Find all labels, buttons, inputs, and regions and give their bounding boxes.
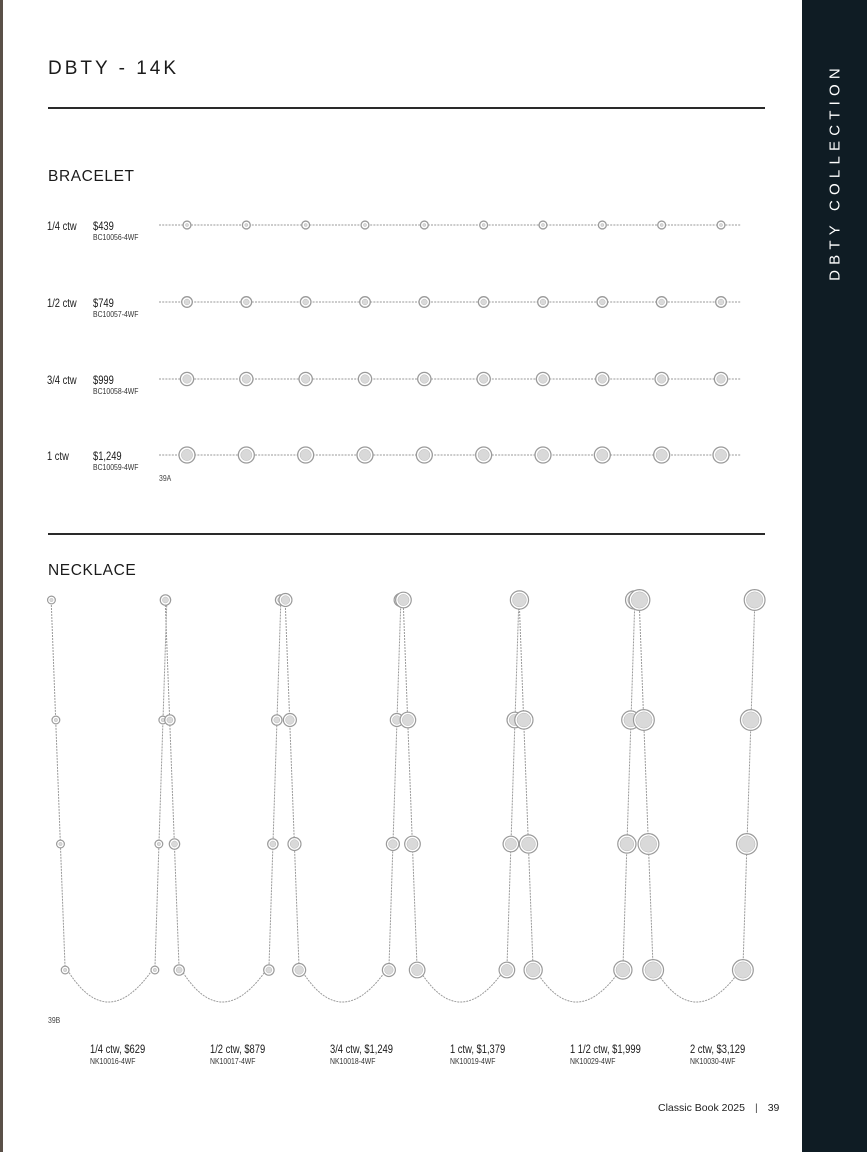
necklace-ctw-price: 2 ctw, $3,129 — [690, 1042, 746, 1056]
diamond — [59, 842, 62, 845]
diamond — [389, 840, 398, 849]
diamond — [362, 299, 368, 305]
footer-book-title: Classic Book 2025 — [658, 1102, 745, 1114]
diamond — [420, 375, 429, 384]
diamond — [183, 375, 192, 384]
diamond — [385, 966, 394, 975]
necklace-chain — [639, 596, 755, 1002]
middle-divider — [48, 533, 765, 535]
diamond — [286, 716, 295, 725]
bracelet-item — [0, 449, 800, 489]
bracelet-chain-image — [155, 213, 747, 237]
diamond — [746, 592, 762, 608]
diamond — [660, 223, 663, 226]
diamond — [304, 223, 307, 226]
diamond — [522, 837, 536, 851]
necklace-item-label — [330, 1042, 440, 1066]
left-page-edge — [0, 0, 3, 1152]
diamond — [631, 592, 647, 608]
diamond — [482, 223, 485, 226]
diamond — [171, 841, 177, 847]
necklace-drawing — [160, 595, 286, 1002]
diamond — [526, 963, 540, 977]
diamond — [270, 841, 276, 847]
diamond — [54, 718, 57, 721]
diamond — [735, 962, 751, 978]
bracelet-chain-image — [155, 443, 747, 467]
diamond — [657, 375, 666, 384]
diamond — [50, 598, 53, 601]
necklace-drawing — [279, 594, 407, 1003]
necklace-drawing — [48, 596, 171, 1002]
diamond — [718, 299, 724, 305]
necklace-drawing — [510, 591, 643, 1002]
diamond — [63, 968, 66, 971]
bracelet-chain-image — [155, 290, 747, 314]
diamond — [185, 223, 188, 226]
diamond — [656, 449, 667, 460]
diamond — [181, 449, 192, 460]
diamond — [176, 967, 182, 973]
necklace-item-label — [690, 1042, 800, 1066]
diamond — [517, 713, 531, 727]
diamond — [743, 712, 759, 728]
diamond — [412, 964, 423, 975]
diamond — [300, 449, 311, 460]
necklace-sku: NK10017-4WF — [210, 1057, 256, 1066]
bracelet-sku: BC10056-4WF — [93, 233, 139, 242]
diamond — [290, 840, 299, 849]
diamond — [479, 375, 488, 384]
necklace-drawing — [396, 592, 527, 1002]
diamond — [402, 714, 413, 725]
diamond — [505, 838, 516, 849]
page-title: DBTY - 14K — [48, 58, 180, 79]
necklace-chain — [165, 596, 281, 1002]
bracelet-ctw: 1/4 ctw — [47, 219, 77, 233]
bracelet-sku: BC10057-4WF — [93, 310, 139, 319]
bracelet-price: $999 — [93, 373, 114, 387]
diamond — [245, 223, 248, 226]
necklace-sku: NK10030-4WF — [690, 1057, 736, 1066]
bracelet-item — [0, 296, 800, 336]
necklace-item-label — [90, 1042, 200, 1066]
diamond — [599, 299, 605, 305]
diamond — [539, 375, 548, 384]
necklace-sku: NK10029-4WF — [570, 1057, 616, 1066]
diamond — [478, 449, 489, 460]
diamond — [540, 299, 546, 305]
diamond — [241, 449, 252, 460]
necklace-ctw-price: 1 1/2 ctw, $1,999 — [570, 1042, 641, 1056]
necklace-chain — [285, 596, 401, 1002]
diamond — [243, 299, 249, 305]
bracelet-item — [0, 373, 800, 413]
bracelet-item — [0, 219, 800, 259]
diamond — [157, 842, 160, 845]
diamond — [303, 299, 309, 305]
diamond — [541, 223, 544, 226]
diamond — [715, 449, 726, 460]
diamond — [242, 375, 251, 384]
diamond — [537, 449, 548, 460]
necklace-ctw-price: 1 ctw, $1,379 — [450, 1042, 506, 1056]
necklace-item-label — [570, 1042, 680, 1066]
necklace-ctw-price: 1/2 ctw, $879 — [210, 1042, 266, 1056]
bracelet-price: $1,249 — [93, 449, 122, 463]
bracelet-sku: BC10058-4WF — [93, 387, 139, 396]
diamond — [739, 836, 755, 852]
diamond — [161, 718, 164, 721]
necklace-drawing — [629, 590, 765, 1002]
necklace-illustrations — [40, 588, 800, 1028]
necklace-item-label — [210, 1042, 320, 1066]
diamond — [636, 712, 652, 728]
necklace-sku: NK10016-4WF — [90, 1057, 136, 1066]
diamond — [597, 449, 608, 460]
diamond — [717, 375, 726, 384]
necklace-ctw-price: 3/4 ctw, $1,249 — [330, 1042, 393, 1056]
footer-page-number: 39 — [767, 1102, 780, 1114]
bracelet-price: $749 — [93, 296, 114, 310]
diamond — [640, 836, 656, 852]
diamond — [361, 375, 370, 384]
diamond — [167, 717, 173, 723]
necklace-heading: NECKLACE — [48, 562, 137, 579]
diamond — [162, 597, 168, 603]
bracelet-heading: BRACELET — [48, 168, 135, 185]
diamond — [359, 449, 370, 460]
diamond — [598, 375, 607, 384]
diamond — [301, 375, 310, 384]
bracelet-sku: BC10059-4WF — [93, 463, 139, 472]
diamond — [281, 596, 290, 605]
diamond — [601, 223, 604, 226]
necklace-item-label — [450, 1042, 560, 1066]
diamond — [421, 299, 427, 305]
diamond — [184, 299, 190, 305]
necklace-chain — [51, 596, 167, 1002]
bracelet-ctw: 1 ctw — [47, 449, 69, 463]
bracelet-chain-image — [155, 367, 747, 391]
page-footer — [658, 1102, 779, 1114]
top-divider — [48, 107, 765, 109]
bracelet-figure-ref: 39A — [159, 474, 172, 483]
necklace-sku: NK10019-4WF — [450, 1057, 496, 1066]
diamond — [645, 962, 661, 978]
necklace-chain — [403, 596, 519, 1002]
bracelet-price: $439 — [93, 219, 114, 233]
diamond — [363, 223, 366, 226]
diamond — [620, 837, 634, 851]
necklace-ctw-price: 1/4 ctw, $629 — [90, 1042, 146, 1056]
diamond — [295, 966, 304, 975]
footer-separator: | — [754, 1102, 758, 1114]
diamond — [501, 964, 512, 975]
bracelet-ctw: 3/4 ctw — [47, 373, 77, 387]
bracelet-ctw: 1/2 ctw — [47, 296, 77, 310]
diamond — [719, 223, 722, 226]
diamond — [266, 967, 272, 973]
necklace-sku: NK10018-4WF — [330, 1057, 376, 1066]
sidebar-collection-label: DBTY COLLECTION — [826, 63, 844, 281]
diamond — [481, 299, 487, 305]
diamond — [407, 838, 418, 849]
diamond — [419, 449, 430, 460]
diamond — [423, 223, 426, 226]
diamond — [398, 594, 409, 605]
diamond — [616, 963, 630, 977]
necklace-figure-ref: 39B — [48, 1016, 61, 1025]
necklace-chain — [519, 596, 635, 1002]
diamond — [153, 968, 156, 971]
diamond — [513, 593, 527, 607]
diamond — [274, 717, 280, 723]
diamond — [659, 299, 665, 305]
